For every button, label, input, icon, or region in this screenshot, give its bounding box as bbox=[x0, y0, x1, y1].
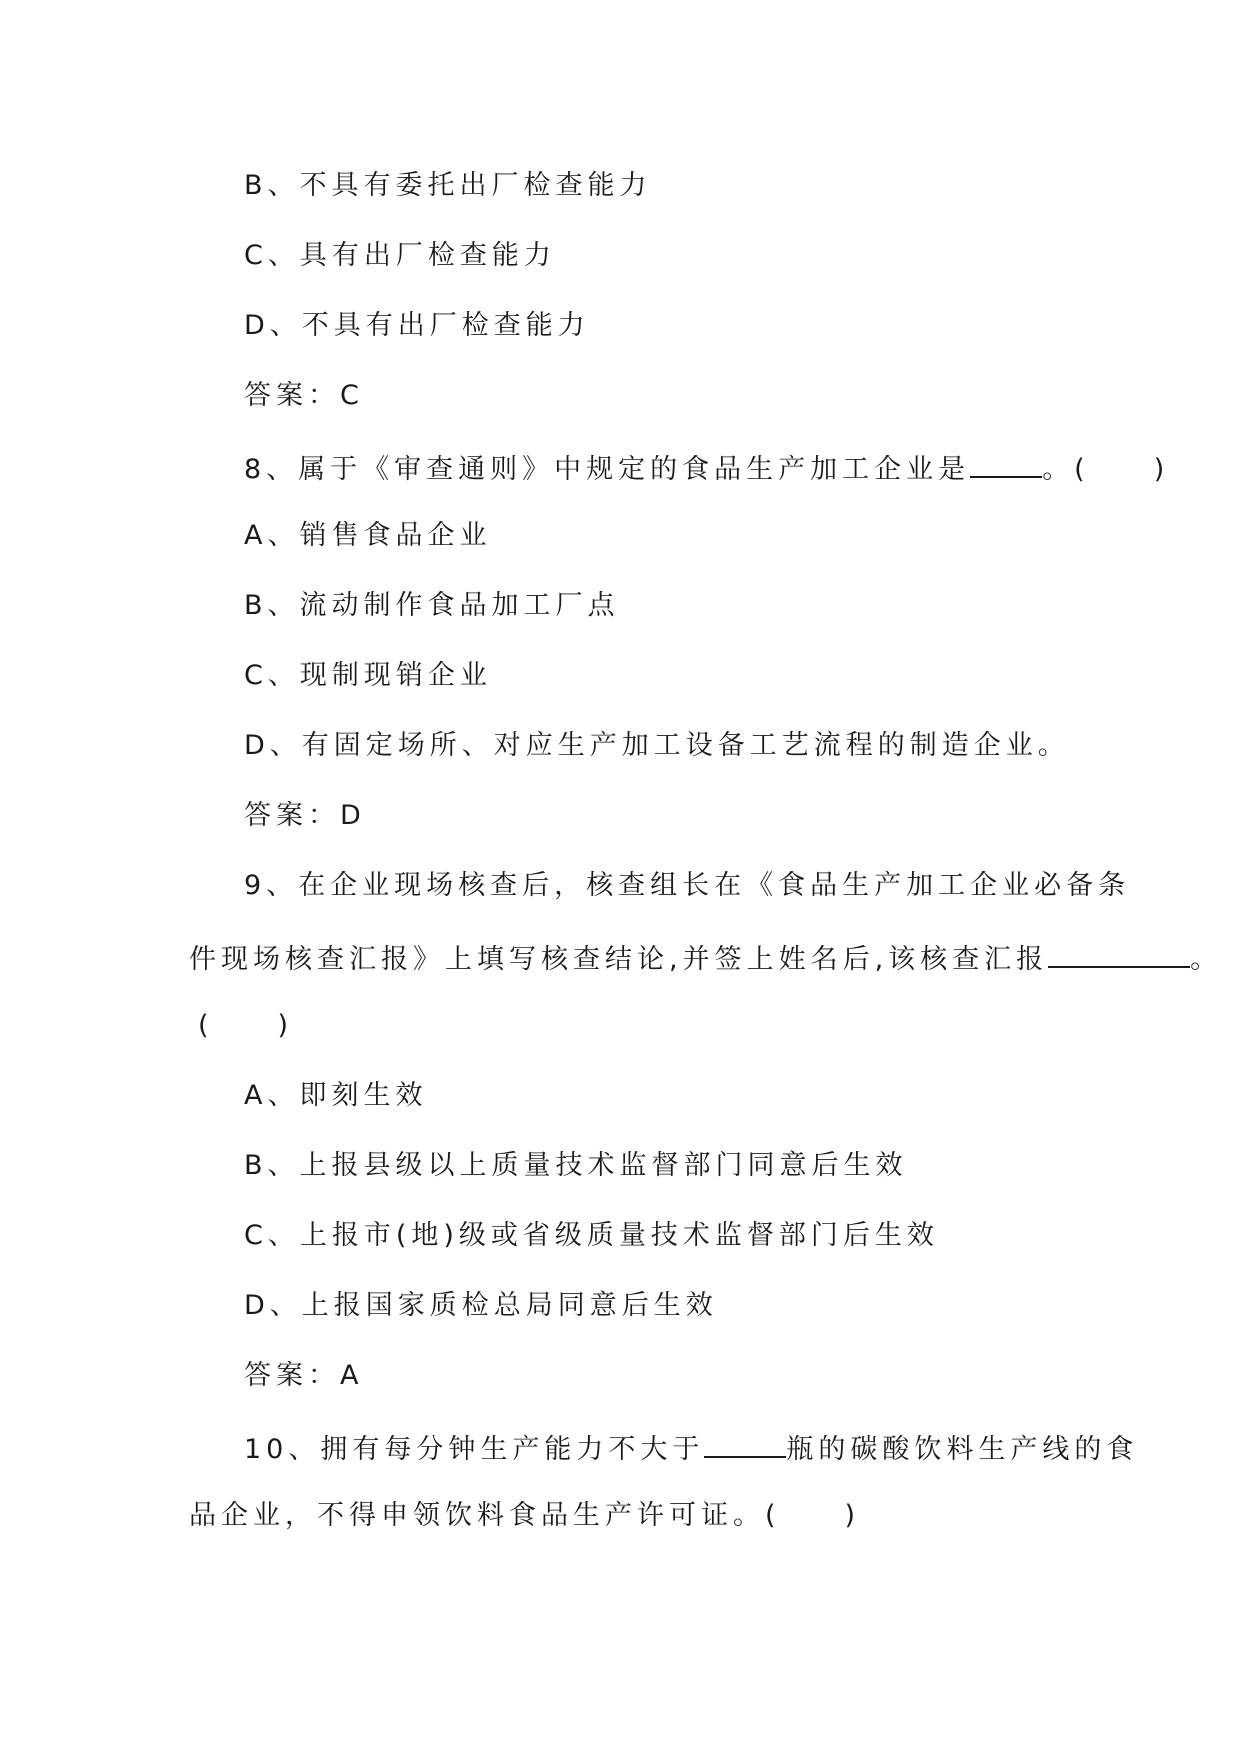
q10-stem-line1-text: 10、拥有每分钟生产能力不大于 bbox=[244, 1434, 705, 1465]
q8-option-a: A、销售食品企业 bbox=[244, 520, 492, 551]
q10-answer-blank bbox=[704, 1428, 786, 1458]
q9-option-d: D、上报国家质检总局同意后生效 bbox=[244, 1290, 718, 1321]
q9-stem-line1: 9、在企业现场核查后，核查组长在《食品生产加工企业必备条 bbox=[244, 870, 1131, 901]
q8-answer-blank bbox=[970, 448, 1042, 478]
q8-option-c: C、现制现销企业 bbox=[244, 660, 492, 691]
q10-stem-line1 bbox=[244, 1428, 1138, 1468]
q10-stem-line1-end: 瓶的碳酸饮料生产线的食 bbox=[786, 1434, 1139, 1465]
q9-option-a: A、即刻生效 bbox=[244, 1080, 428, 1111]
q8-option-d: D、有固定场所、对应生产加工设备工艺流程的制造企业。 bbox=[244, 730, 1070, 761]
q8-stem-paren: 。( ) bbox=[1042, 454, 1170, 485]
q9-stem-line2-end: 。 bbox=[1190, 944, 1223, 975]
q8-stem-text: 8、属于《审查通则》中规定的食品生产加工企业是 bbox=[244, 454, 971, 485]
q8-answer: 答案：D bbox=[244, 800, 366, 831]
q9-option-c: C、上报市(地)级或省级质量技术监督部门后生效 bbox=[244, 1220, 939, 1251]
q9-stem-line2 bbox=[189, 938, 1222, 978]
q9-answer: 答案：A bbox=[244, 1360, 364, 1391]
q9-stem-line2-text: 件现场核查汇报》上填写核查结论,并签上姓名后,该核查汇报 bbox=[189, 944, 1049, 975]
q10-stem-line2: 品企业，不得申领饮料食品生产许可证。( ) bbox=[189, 1500, 861, 1531]
q8-option-b: B、流动制作食品加工厂点 bbox=[244, 590, 620, 621]
q9-stem-line3: ( ) bbox=[198, 1010, 294, 1041]
q7-answer: 答案：C bbox=[244, 380, 364, 411]
q7-option-b: B、不具有委托出厂检查能力 bbox=[244, 170, 652, 201]
q9-option-b: B、上报县级以上质量技术监督部门同意后生效 bbox=[244, 1150, 908, 1181]
q7-option-d: D、不具有出厂检查能力 bbox=[244, 310, 590, 341]
q7-option-c: C、具有出厂检查能力 bbox=[244, 240, 556, 271]
q9-answer-blank bbox=[1048, 938, 1190, 968]
q8-stem bbox=[244, 448, 1169, 488]
